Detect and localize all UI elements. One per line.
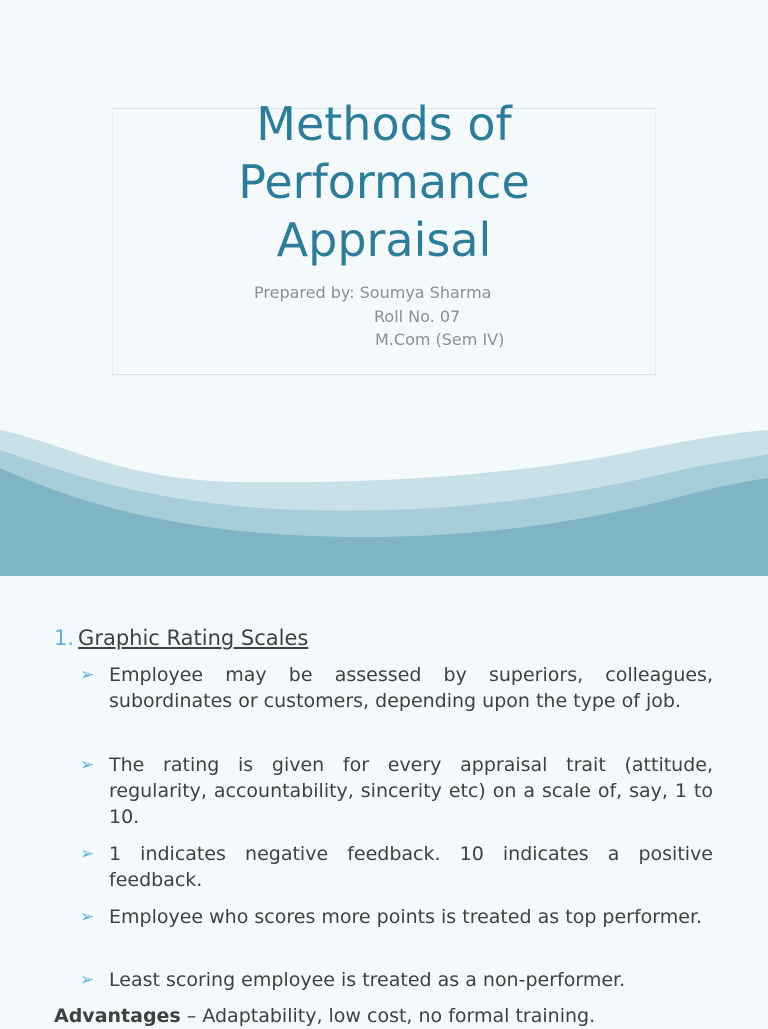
arrow-bullet-icon: ➢ xyxy=(80,755,95,775)
list-item xyxy=(80,967,713,993)
section-heading xyxy=(54,624,308,652)
bullet-text: The rating is given for every appraisal trait (attitude, regularity, accountability, sincerity etc) on a scale of, say, 1 to 10. xyxy=(109,754,713,828)
advantages-label: Advantages xyxy=(54,1005,181,1027)
section-number: 1. xyxy=(54,626,75,650)
arrow-bullet-icon: ➢ xyxy=(80,844,95,864)
section-title: Graphic Rating Scales xyxy=(78,626,309,650)
list-item xyxy=(80,662,713,714)
advantages-text: – Adaptability, low cost, no formal training. xyxy=(180,1005,596,1027)
bullet-text: Employee may be assessed by superiors, colleagues, subordinates or customers, depending upon the type of job. xyxy=(109,664,713,712)
title-line: Appraisal xyxy=(276,213,492,267)
list-item xyxy=(80,841,713,893)
arrow-bullet-icon: ➢ xyxy=(80,665,95,685)
roll-number-text: Roll No. 07 xyxy=(374,307,461,326)
wave-decoration xyxy=(0,420,768,576)
list-item xyxy=(80,752,713,830)
bullet-text: Least scoring employee is treated as a non-performer. xyxy=(109,969,626,991)
list-item xyxy=(80,904,713,930)
slide-title xyxy=(112,95,656,269)
title-line: Performance xyxy=(238,155,530,209)
arrow-bullet-icon: ➢ xyxy=(80,907,95,927)
title-line: Methods of xyxy=(256,97,512,151)
prepared-by-text: Prepared by: Soumya Sharma xyxy=(254,283,492,302)
advantages-line xyxy=(54,1003,595,1029)
arrow-bullet-icon: ➢ xyxy=(80,970,95,990)
content-slide xyxy=(0,576,768,1027)
course-text: M.Com (Sem IV) xyxy=(375,330,505,349)
bullet-text: Employee who scores more points is treated as top performer. xyxy=(109,906,703,928)
bullet-text: 1 indicates negative feedback. 10 indicates a positive feedback. xyxy=(109,843,713,891)
